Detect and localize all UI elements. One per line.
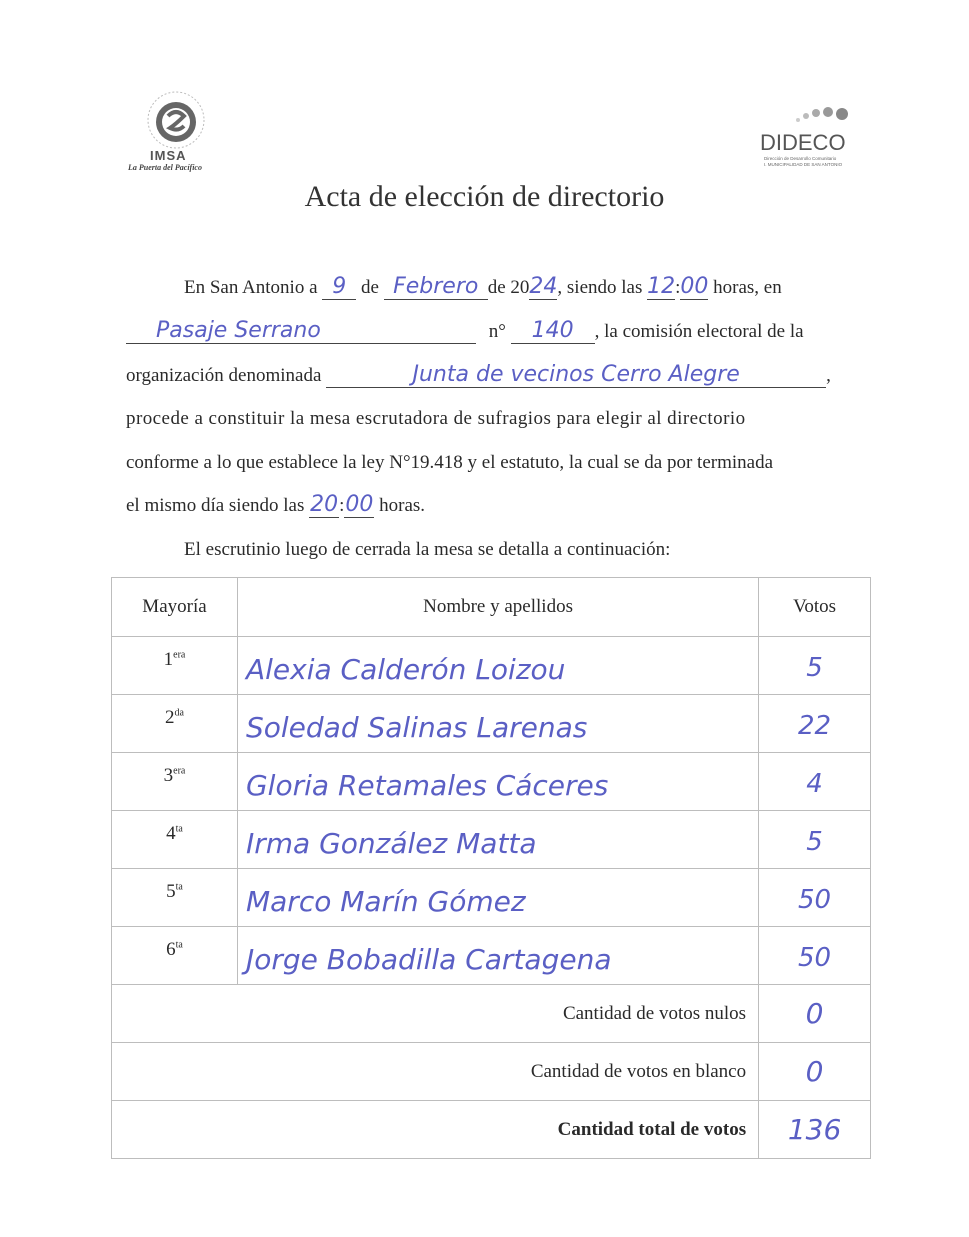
month-value: Febrero	[393, 274, 479, 299]
text-comma: ,	[826, 365, 831, 386]
street-field	[126, 320, 476, 344]
text-de-20: de 20	[487, 277, 530, 298]
table-header-row	[112, 578, 871, 637]
imsa-tagline: La Puerta del Pacífico	[128, 163, 202, 172]
end-hour-value: 20	[310, 492, 339, 517]
number-field	[511, 320, 595, 344]
year-value: 24	[529, 274, 558, 299]
results-table	[111, 577, 871, 1159]
rank-cell: $4^{ta}$	[166, 823, 183, 844]
candidate-votes: 4	[806, 769, 823, 799]
dideco-name: DIDECO	[760, 130, 846, 155]
paragraph-line-1	[184, 276, 782, 300]
paragraph-line-5: conforme a lo que establece la ley N°19.418 y el estatuto, la cual se da por terminada	[126, 452, 774, 473]
candidate-votes: 5	[806, 827, 823, 857]
document-title: Acta de elección de directorio	[304, 180, 665, 213]
dideco-logo	[760, 104, 870, 174]
text-de: de	[361, 277, 379, 298]
candidate-votes: 5	[806, 653, 823, 683]
paragraph-line-4: procede a constituir la mesa escrutadora de sufragios para elegir al directorio	[126, 408, 746, 429]
header-name: Nombre y apellidos	[237, 578, 758, 637]
start-colon: :	[675, 277, 681, 298]
rank-cell: $3^{era}$	[163, 765, 186, 786]
text-organizacion-denominada: organización denominada	[126, 365, 322, 386]
table-row	[112, 637, 871, 695]
blank-votes-value: 0	[805, 1055, 824, 1088]
text-number-sign: n°	[488, 321, 506, 342]
table-row	[112, 927, 871, 985]
text-horas-en: horas, en	[713, 277, 782, 298]
number-value: 140	[531, 318, 574, 343]
street-value: Pasaje Serrano	[156, 318, 321, 343]
blank-votes-row	[112, 1043, 871, 1101]
end-hour-field	[309, 494, 339, 518]
candidate-name: Marco Marín Gómez	[245, 885, 526, 918]
paragraph-line-6	[126, 494, 425, 518]
start-hour-field	[647, 276, 675, 300]
start-hour-value: 12	[647, 274, 676, 299]
dideco-subtitle: Dirección de Desarrollo Comunitario	[764, 156, 837, 161]
null-votes-row	[112, 985, 871, 1043]
paragraph-line-2	[126, 320, 804, 344]
paragraph-line-7: El escrutinio luego de cerrada la mesa se detalla a continuación:	[184, 539, 671, 560]
year-field	[529, 276, 557, 300]
imsa-emblem-icon	[128, 88, 228, 152]
text-horas: horas.	[379, 495, 426, 516]
total-votes-value: 136	[787, 1113, 842, 1146]
candidate-name: Irma González Matta	[245, 827, 537, 860]
header-rank: Mayoría	[112, 578, 238, 637]
null-votes-label: Cantidad de votos nulos	[112, 985, 759, 1043]
end-colon: :	[339, 495, 345, 516]
header-votes: Votos	[759, 578, 871, 637]
paragraph-line-3	[126, 364, 831, 388]
organization-value: Junta de vecinos Cerro Alegre	[412, 362, 740, 387]
null-votes-value: 0	[805, 997, 824, 1030]
day-field	[322, 276, 356, 300]
end-minute-field	[344, 494, 374, 518]
rank-cell: $2^{da}$	[165, 707, 184, 728]
blank-votes-label: Cantidad de votos en blanco	[112, 1043, 759, 1101]
candidate-name: Soledad Salinas Larenas	[245, 711, 588, 744]
text-comision-electoral: , la comisión electoral de la	[594, 321, 804, 342]
table-row	[112, 811, 871, 869]
imsa-name: IMSA	[150, 148, 187, 163]
start-minute-value: 00	[680, 274, 709, 299]
rank-cell: $6^{ta}$	[166, 939, 183, 960]
dideco-municipality: I. MUNICIPALIDAD DE SAN ANTONIO	[764, 162, 843, 167]
candidate-votes: 22	[798, 711, 832, 741]
candidate-name: Gloria Retamales Cáceres	[245, 769, 609, 802]
month-field	[384, 276, 488, 300]
start-minute-field	[680, 276, 708, 300]
table-row	[112, 869, 871, 927]
end-minute-value: 00	[345, 492, 374, 517]
text-mismo-dia: el mismo día siendo las	[126, 495, 305, 516]
rank-cell: $1^{era}$	[163, 649, 186, 670]
rank-cell: $5^{ta}$	[166, 881, 183, 902]
text-en-san-antonio: En San Antonio a	[184, 277, 318, 298]
candidate-votes: 50	[798, 885, 832, 915]
organization-field	[326, 364, 826, 388]
imsa-logo	[128, 88, 228, 178]
total-votes-row	[112, 1101, 871, 1159]
text-siendo-las: , siendo las	[557, 277, 643, 298]
candidate-name: Jorge Bobadilla Cartagena	[245, 943, 612, 976]
day-value: 9	[332, 274, 347, 299]
table-row	[112, 695, 871, 753]
table-row	[112, 753, 871, 811]
candidate-name: Alexia Calderón Loizou	[245, 653, 566, 686]
total-votes-label: Cantidad total de votos	[112, 1101, 759, 1159]
candidate-votes: 50	[798, 943, 832, 973]
